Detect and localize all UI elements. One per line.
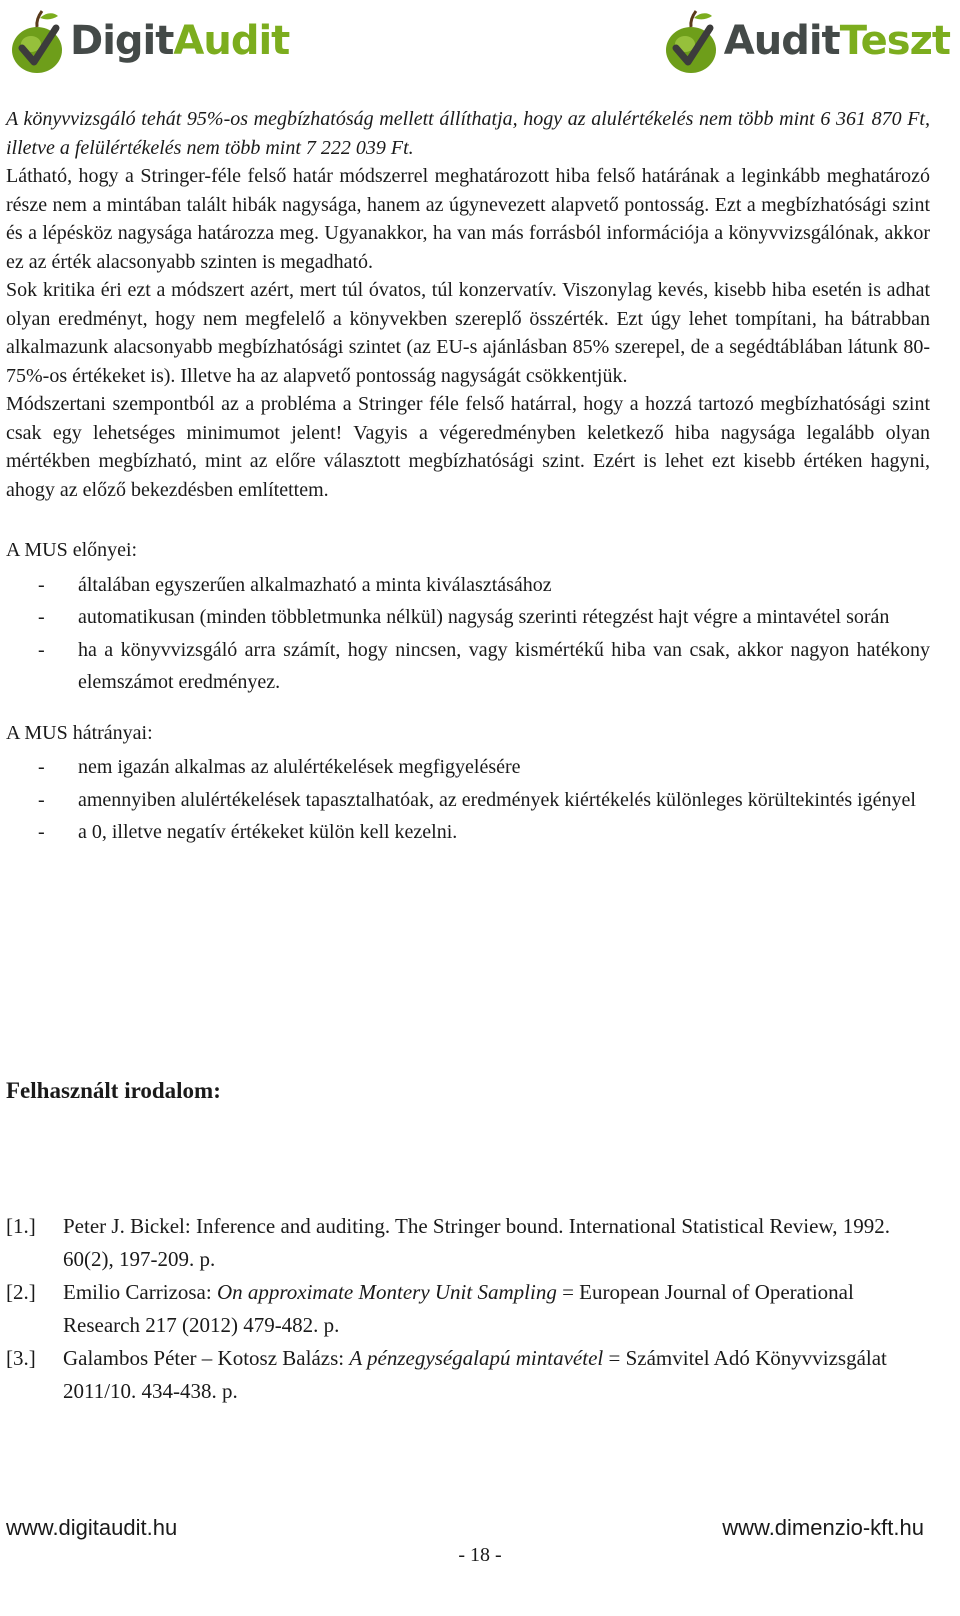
reference-source: = Számvitel Adó Könyvvizsgálat 2011/10. 434-438. p. [63,1346,887,1403]
list-item: - általában egyszerűen alkalmazható a minta kiválasztásához [6,569,930,602]
reference-title: A pénzegységalapú mintavétel [349,1346,604,1370]
footer-right-url[interactable]: www.dimenzio-kft.hu [722,1515,924,1540]
footer-left-url[interactable]: www.digitaudit.hu [6,1515,178,1540]
paragraph-2: Sok kritika éri ezt a módszert azért, mert túl óvatos, túl konzervatív. Viszonylag kevés, kisebb hiba esetén is adhat olyan eredményt, hogy nem megfelelő a könyvekben szereplő összérték. Ezt úgy lehet tompítani, ha bátrabban alkalmazunk alacsonyabb megbízhatósági szintet (az EU-s ajánlásban 85% szerepel, de a segédtáblában látunk 80-75%-os értékeket is). Illetve ha az alapvető pontosság nagyságát csökkentjük. [6,279,930,387]
logo-text: DigitAudit [70,18,290,64]
reference-number: [1.] [6,1214,36,1238]
advantages-list [6,569,930,699]
paragraph-1: Látható, hogy a Stringer-féle felső határ módszerrel meghatározott hiba felső határának a leginkább meghatározó része nem a mintában talált hibák nagysága, hanem az úgynevezett alapvető pontosság. Ezt a megbízhatósági szint és a lépésköz nagysága határozza meg. Ugyanakkor, ha van más forrásból információja a könyvvizsgálónak, akkor ez az érték alacsonyabb szinten is megadható. [6,165,930,273]
logo-text: AuditTeszt [723,18,950,64]
list-item: - amennyiben alulértékelések tapasztalhatóak, az eredmények kiértékelés különleges körültekintés igényel [6,784,930,817]
apple-checkmark-icon [6,6,68,76]
list-item: - a 0, illetve negatív értékeket külön kell kezelni. [6,816,930,849]
reference-number: [2.] [6,1280,36,1304]
reference-authors: Galambos Péter – Kotosz Balázs: [63,1346,350,1370]
advantages-title: A MUS előnyei: [6,539,138,561]
list-item: - automatikusan (minden többletmunka nélkül) nagyság szerinti rétegzést hajt végre a mintavétel során [6,601,930,634]
reference-title: On approximate Montery Unit Sampling [216,1280,557,1304]
reference-item [6,1342,896,1408]
reference-authors: Emilio Carrizosa: [63,1280,217,1304]
reference-source: = European Journal of Operational Research 217 (2012) 479-482. p. [63,1280,854,1337]
references-heading: Felhasznált irodalom: [6,1078,221,1103]
auditteszt-logo [660,6,950,76]
digitaudit-logo [6,6,289,76]
reference-text: Peter J. Bickel: Inference and auditing. The Stringer bound. International Statistical Review, 1992. 60(2), 197-209. p. [63,1214,890,1271]
paragraph-3: Módszertani szempontból az a probléma a Stringer féle felső határral, hogy a hozzá tartozó megbízhatósági szint csak egy lehetséges minimumot jelent! Vagyis a végeredményben keletkező hiba nagysága legalább olyan mértékben megbízható, mint az előre választott megbízhatósági szint. Ezért is lehet ezt kisebb értéken hagyni, ahogy az előző bekezdésben említettem. [6,393,930,501]
apple-checkmark-icon [660,6,722,76]
intro-paragraph: A könyvvizsgáló tehát 95%-os megbízhatóság mellett állíthatja, hogy az alulértékelés nem több mint 6 361 870 Ft, illetve a felülértékelés nem több mint 7 222 039 Ft. [6,108,930,159]
disadvantages-title: A MUS hátrányai: [6,721,153,744]
reference-item [6,1210,896,1276]
reference-number: [3.] [6,1346,36,1370]
page-number: - 18 - [458,1544,502,1566]
disadvantages-list [6,751,930,849]
list-item: - ha a könyvvizsgáló arra számít, hogy nincsen, vagy kismértékű hiba van csak, akkor nagyon hatékony elemszámot eredményez. [6,634,930,699]
main-content [6,105,930,849]
list-item: - nem igazán alkalmas az alulértékelések megfigyelésére [6,751,930,784]
references-list [6,1210,896,1408]
reference-item [6,1276,896,1342]
